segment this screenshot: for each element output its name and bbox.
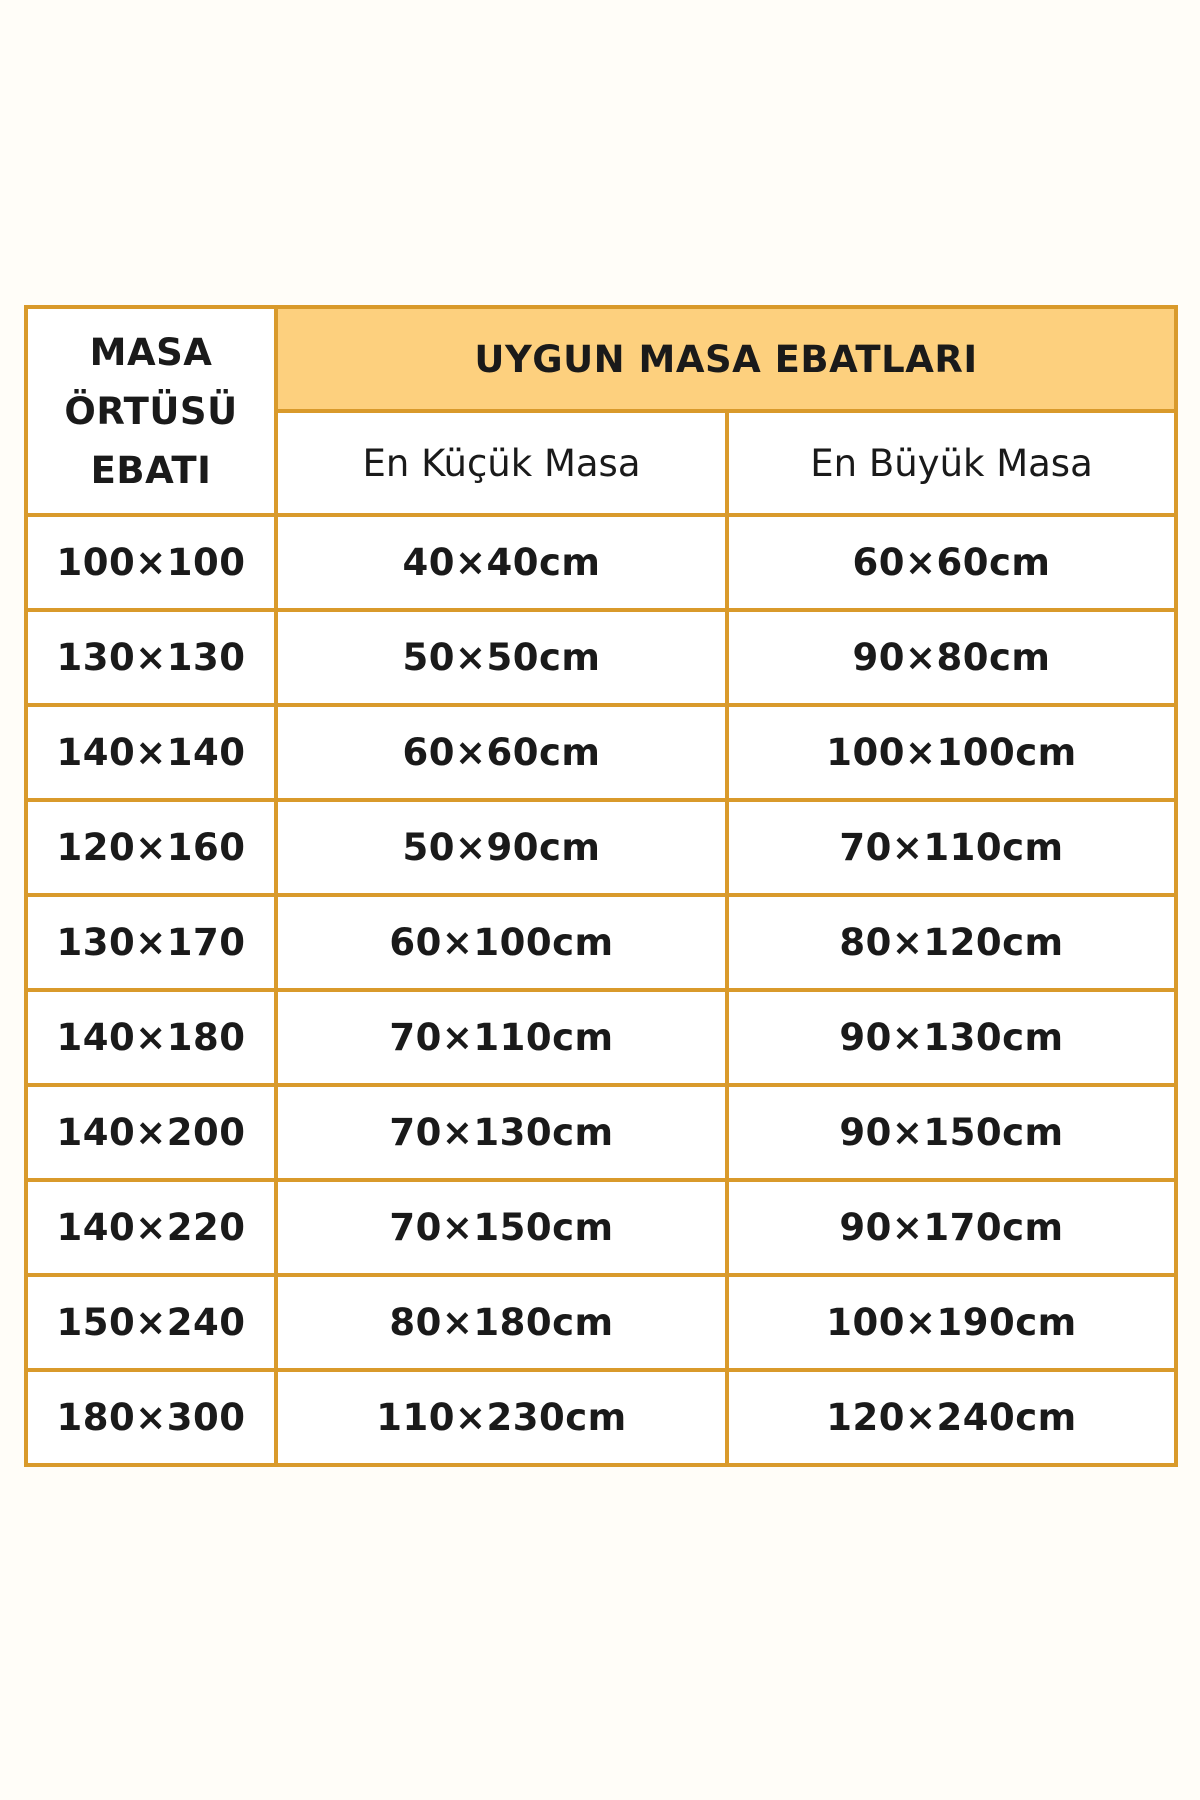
largest-table-cell: 90×150cm bbox=[727, 1085, 1176, 1180]
table-row bbox=[26, 990, 1176, 1085]
tablecloth-size-cell: 120×160 bbox=[26, 800, 276, 895]
tablecloth-size-header-line: MASA bbox=[89, 330, 213, 374]
tablecloth-size-cell: 130×130 bbox=[26, 610, 276, 705]
table-row bbox=[26, 610, 1176, 705]
tablecloth-size-cell: 100×100 bbox=[26, 515, 276, 610]
tablecloth-size-header-line: EBATI bbox=[90, 448, 212, 492]
tablecloth-size-cell: 140×220 bbox=[26, 1180, 276, 1275]
largest-table-header: En Büyük Masa bbox=[727, 411, 1176, 515]
suitable-table-sizes-header: UYGUN MASA EBATLARI bbox=[276, 307, 1176, 411]
largest-table-cell: 100×100cm bbox=[727, 705, 1176, 800]
tablecloth-size-cell: 150×240 bbox=[26, 1275, 276, 1370]
smallest-table-cell: 50×50cm bbox=[276, 610, 727, 705]
largest-table-cell: 70×110cm bbox=[727, 800, 1176, 895]
tablecloth-size-cell: 130×170 bbox=[26, 895, 276, 990]
largest-table-cell: 90×170cm bbox=[727, 1180, 1176, 1275]
smallest-table-cell: 60×60cm bbox=[276, 705, 727, 800]
table-row bbox=[26, 515, 1176, 610]
largest-table-cell: 90×130cm bbox=[727, 990, 1176, 1085]
smallest-table-cell: 70×130cm bbox=[276, 1085, 727, 1180]
smallest-table-cell: 40×40cm bbox=[276, 515, 727, 610]
smallest-table-cell: 50×90cm bbox=[276, 800, 727, 895]
table-row bbox=[26, 1180, 1176, 1275]
tablecloth-size-cell: 140×180 bbox=[26, 990, 276, 1085]
tablecloth-size-cell: 140×200 bbox=[26, 1085, 276, 1180]
smallest-table-cell: 110×230cm bbox=[276, 1370, 727, 1465]
table-row bbox=[26, 800, 1176, 895]
table-row bbox=[26, 1370, 1176, 1465]
table-row bbox=[26, 705, 1176, 800]
largest-table-cell: 90×80cm bbox=[727, 610, 1176, 705]
tablecloth-size-header-line: ÖRTÜSÜ bbox=[64, 389, 238, 433]
largest-table-cell: 60×60cm bbox=[727, 515, 1176, 610]
table-row bbox=[26, 1085, 1176, 1180]
tablecloth-size-table bbox=[24, 305, 1178, 1467]
table-row bbox=[26, 1275, 1176, 1370]
smallest-table-cell: 60×100cm bbox=[276, 895, 727, 990]
smallest-table-cell: 80×180cm bbox=[276, 1275, 727, 1370]
table-row bbox=[26, 895, 1176, 990]
largest-table-cell: 120×240cm bbox=[727, 1370, 1176, 1465]
tablecloth-size-cell: 180×300 bbox=[26, 1370, 276, 1465]
smallest-table-cell: 70×110cm bbox=[276, 990, 727, 1085]
tablecloth-size-cell: 140×140 bbox=[26, 705, 276, 800]
largest-table-cell: 80×120cm bbox=[727, 895, 1176, 990]
tablecloth-size-header bbox=[26, 307, 276, 515]
largest-table-cell: 100×190cm bbox=[727, 1275, 1176, 1370]
smallest-table-cell: 70×150cm bbox=[276, 1180, 727, 1275]
smallest-table-header: En Küçük Masa bbox=[276, 411, 727, 515]
